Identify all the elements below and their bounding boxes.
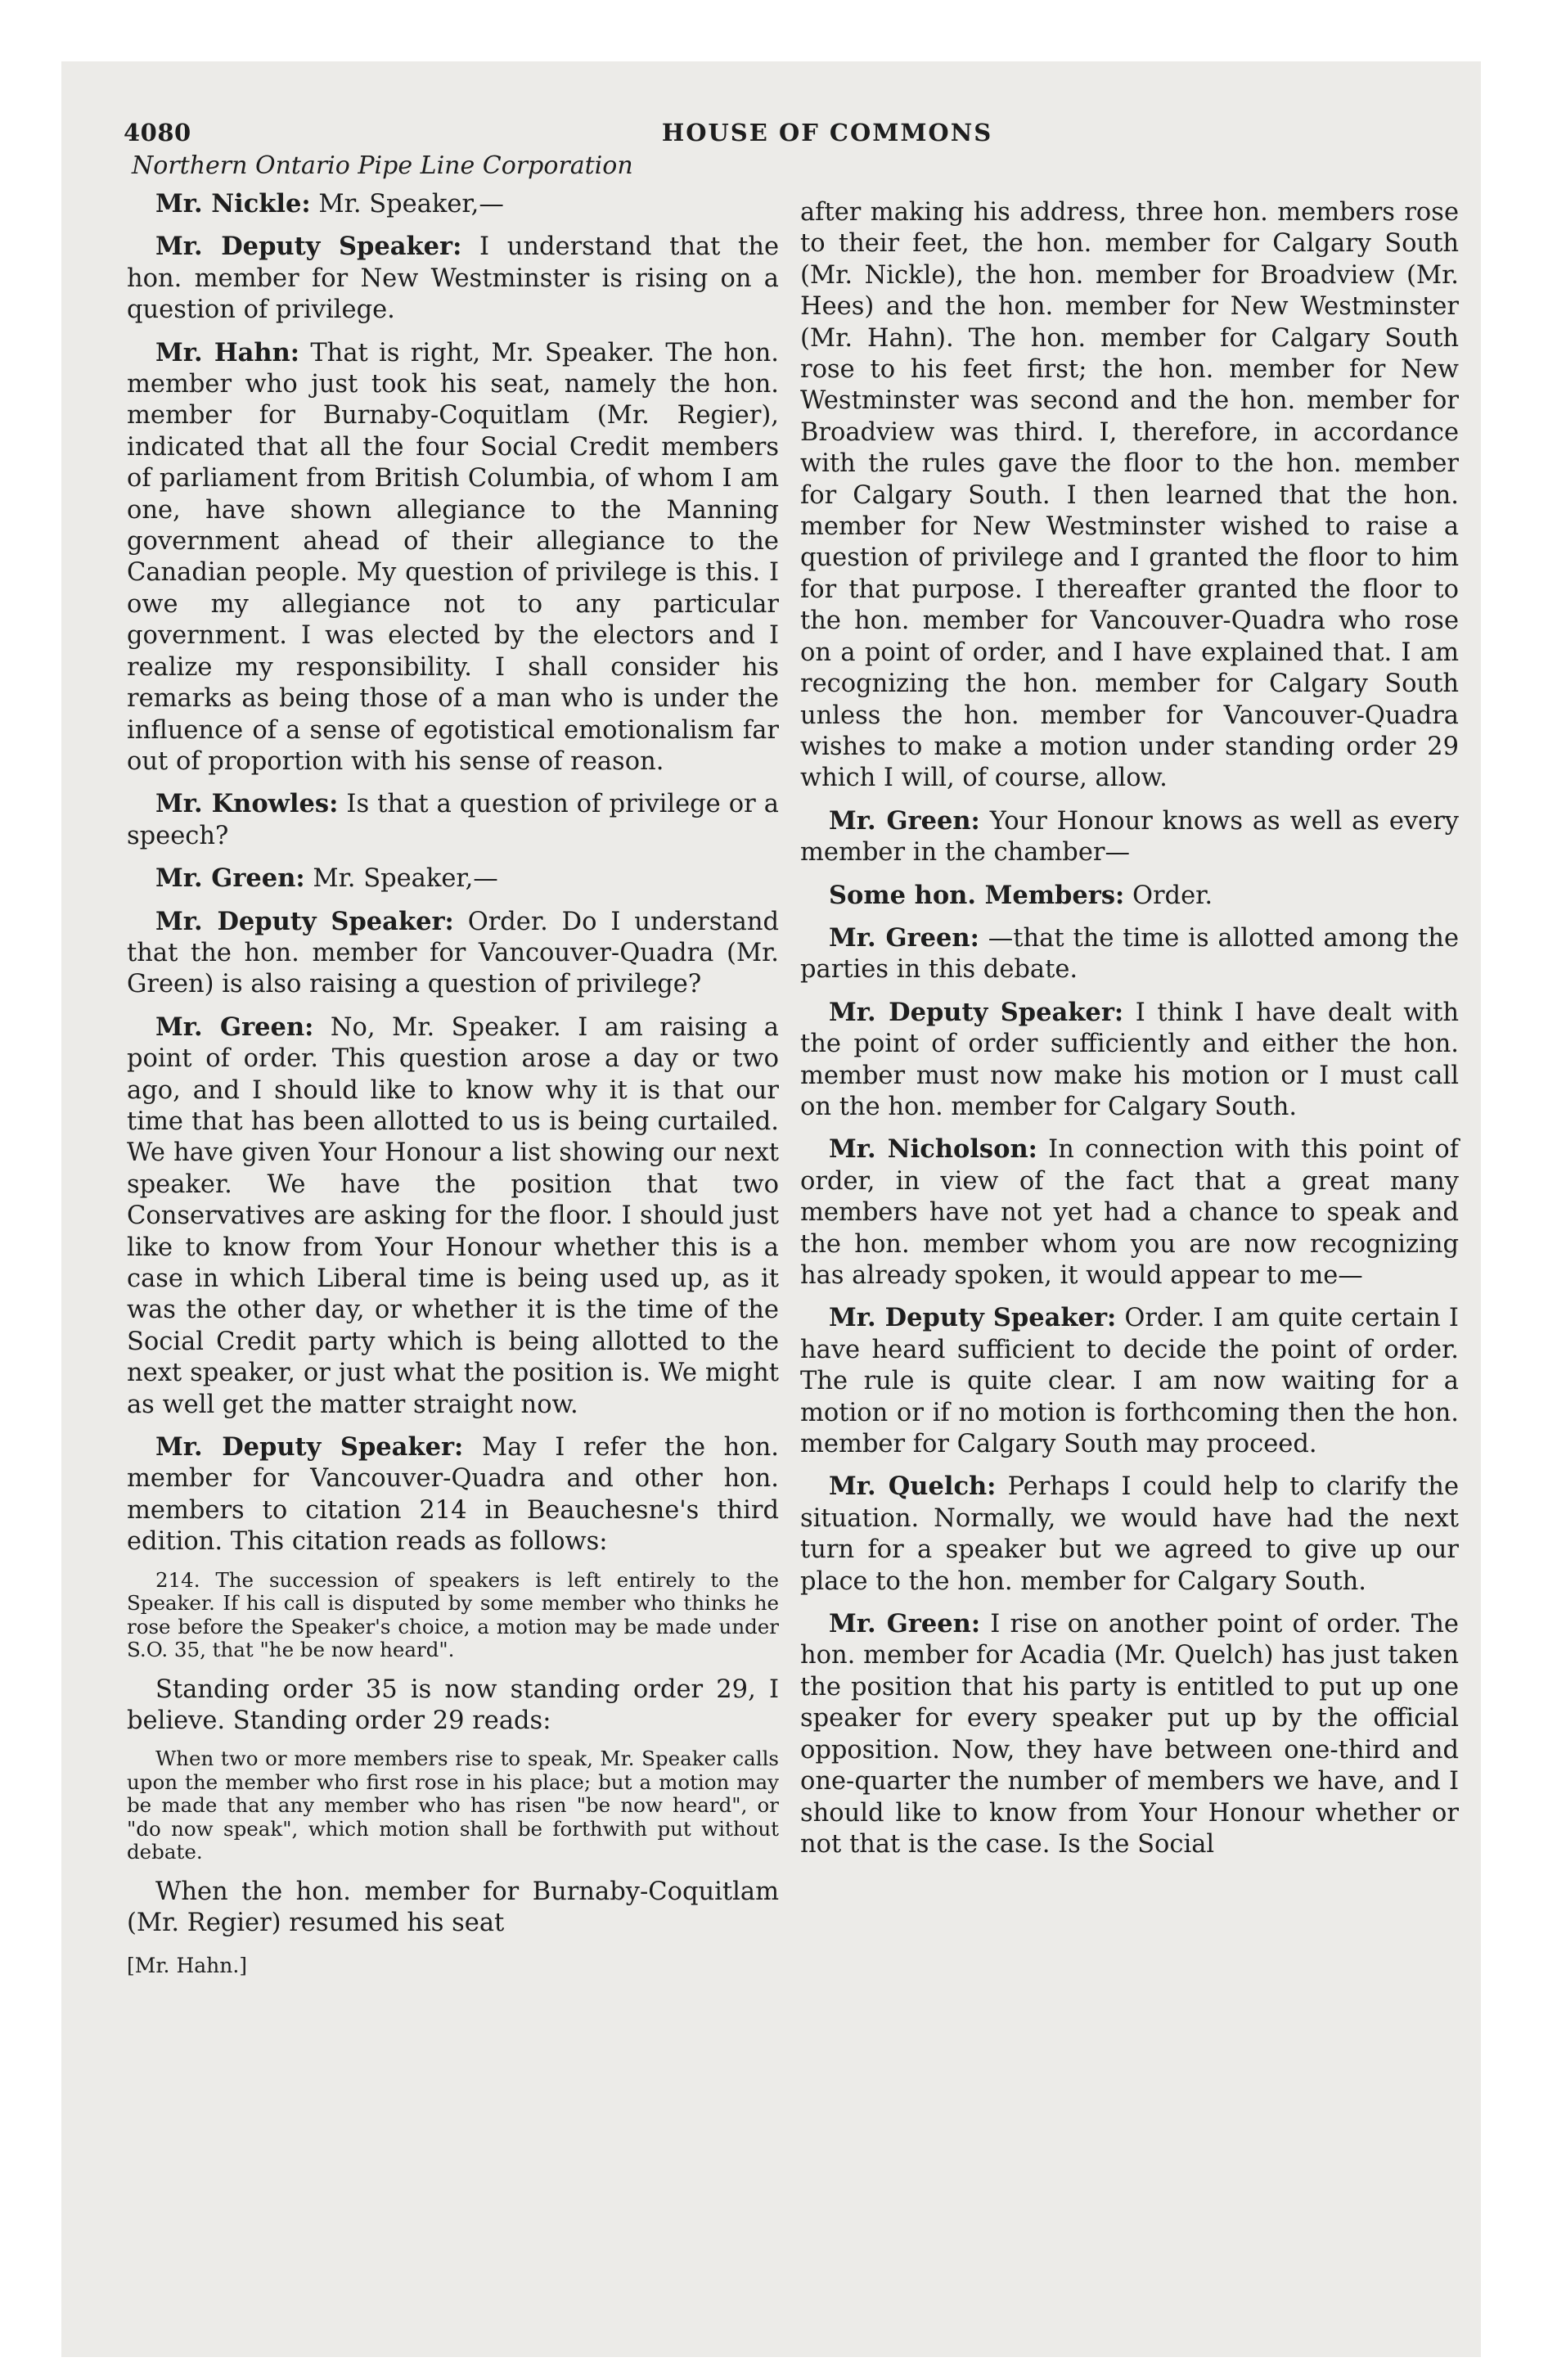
speaker-name: Mr. Knowles: <box>155 789 339 819</box>
speaker-name: Mr. Green: <box>829 922 979 953</box>
speech-paragraph <box>800 1471 1459 1598</box>
paragraph-text: Standing order 35 is now standing order 29, I believe. Standing order 29 reads: <box>127 1675 779 1736</box>
speech-paragraph <box>127 337 779 778</box>
left-column <box>127 151 780 1981</box>
speaker-name: Some hon. Members: <box>829 880 1125 910</box>
speech-paragraph <box>800 805 1459 869</box>
speaker-name: Mr. Hahn: <box>155 337 300 367</box>
speech-paragraph <box>800 997 1459 1124</box>
paragraph-text: Mr. Speaker,— <box>313 864 498 894</box>
speech-paragraph <box>127 188 779 220</box>
section-title: Northern Ontario Pipe Line Corporation <box>132 151 633 180</box>
paragraph-text: No, Mr. Speaker. I am raising a point of order. This question arose a day or two ago, and I should like to know why it is that our time that has been allotted to us is being curtailed. We have given Your Honour a list showing our next speaker. We have the position that two Conservatives are asking for the floor. I should just like to know from Your Honour whether this is a case in which Liberal time is being used up, as it was the other day, or whether it is the time of the Social Credit party which is being allotted to the next speaker, or just what the position is. We might as well get the matter straight now. <box>127 1012 779 1419</box>
paragraph-text: —that the time is allotted among the parties in this debate. <box>800 923 1459 985</box>
speaker-name: Mr. Nickle: <box>155 189 311 219</box>
speech-paragraph <box>800 1608 1459 1860</box>
paragraph-text: May I refer the hon. member for Vancouver-Quadra and other hon. members to citation 214 in Beauchesne's third edition. This citation reads as follows: <box>127 1433 779 1557</box>
paragraph-text: I understand that the hon. member for New Westminster is rising on a question of privilege. <box>127 232 780 325</box>
page-number: 4080 <box>124 119 191 146</box>
paragraph-text: Order. Do I understand that the hon. member for Vancouver-Quadra (Mr. Green) is also raising a question of privilege? <box>127 907 779 999</box>
paragraph <box>127 1877 779 1940</box>
footer-attribution: [Mr. Hahn.] <box>127 1953 248 1977</box>
block-quote: 214. The succession of speakers is left entirely to the Speaker. If his call is disputed by some member who thinks he rose before the Speaker's choice, a motion may be made under S.O. 35, that "he be now heard". <box>127 1567 779 1662</box>
right-column <box>800 197 1459 1871</box>
speech-paragraph <box>800 922 1459 986</box>
paragraph-text: Perhaps I could help to clarify the situation. Normally, we would have had the next turn for a speaker but we agreed to give up our place to the hon. member for Calgary South. <box>800 1472 1459 1596</box>
speaker-name: Mr. Quelch: <box>829 1472 997 1502</box>
speaker-name: Mr. Green: <box>829 1609 981 1639</box>
speaker-name: Mr. Deputy Speaker: <box>829 997 1124 1027</box>
paragraph <box>800 197 1459 795</box>
paragraph-text: Order. I am quite certain I have heard sufficient to decide the point of order. The rule is quite clear. I am now waiting for a motion or if no motion is forthcoming then the hon. member for Calgary South may proceed. <box>800 1304 1459 1459</box>
left-column-body <box>127 188 779 1940</box>
publication-title: HOUSE OF COMMONS <box>661 119 993 146</box>
speech-paragraph <box>127 231 779 326</box>
paragraph-text: I rise on another point of order. The hon. member for Acadia (Mr. Quelch) has just taken the position that his party is entitled to put up one speaker for every speaker put up by the official opposition. Now, they have between one-third and one-quarter the number of members we have, and I should like to know from Your Honour whether or not that is the case. Is the Social <box>800 1610 1459 1859</box>
speech-paragraph <box>127 788 779 852</box>
speaker-name: Mr. Nicholson: <box>829 1134 1037 1165</box>
speaker-name: Mr. Deputy Speaker: <box>829 1303 1117 1333</box>
speaker-name: Mr. Deputy Speaker: <box>155 232 462 262</box>
speech-paragraph <box>800 1302 1459 1460</box>
speech-paragraph <box>127 1431 779 1558</box>
paragraph-text: Order. <box>1132 881 1213 910</box>
paragraph-text: I think I have dealt with the point of order sufficiently and either the hon. member must now make his motion or I must call on the hon. member for Calgary South. <box>800 998 1459 1121</box>
speaker-name: Mr. Deputy Speaker: <box>155 906 454 936</box>
paragraph-text: after making his address, three hon. members rose to their feet, the hon. member for Calgary South (Mr. Nickle), the hon. member for Broadview (Mr. Hees) and the hon. member for New Westminster (Mr. Hahn). The hon. member for Calgary South rose to his feet first; the hon. member for New Westminster was second and the hon. member for Broadview was third. I, therefore, in accordance with the rules gave the floor to the hon. member for Calgary South. I then learned that the hon. member for New Westminster wished to raise a question of privilege and I granted the floor to him for that purpose. I thereafter granted the floor to the hon. member for Vancouver-Quadra who rose on a point of order, and I have explained that. I am recognizing the hon. member for Calgary South unless the hon. member for Vancouver-Quadra wishes to make a motion under standing order 29 which I will, of course, allow. <box>800 198 1459 793</box>
paragraph-text: In connection with this point of order, in view of the fact that a great many members have not yet had a chance to speak and the hon. member whom you are now recognizing has already spoken, it would appear to me— <box>800 1135 1459 1290</box>
paragraph-text: Mr. Speaker,— <box>318 190 504 219</box>
speech-paragraph <box>127 906 779 1001</box>
paragraph <box>127 1675 779 1738</box>
right-column-body <box>800 197 1459 1860</box>
speaker-name: Mr. Green: <box>155 1012 314 1042</box>
speech-paragraph <box>127 863 779 895</box>
speech-paragraph <box>800 1134 1459 1291</box>
paragraph-text: Is that a question of privilege or a speech? <box>127 790 779 850</box>
paragraph-text: When the hon. member for Burnaby-Coquitlam (Mr. Regier) resumed his seat <box>127 1877 779 1938</box>
speaker-name: Mr. Green: <box>155 863 305 894</box>
speech-paragraph <box>127 1012 779 1421</box>
paragraph-text: That is right, Mr. Speaker. The hon. member who just took his seat, namely the hon. member for Burnaby-Coquitlam (Mr. Regier), indicated that all the four Social Credit members of parliament from British Columbia, of whom I am one, have shown allegiance to the Manning government ahead of their allegiance to the Canadian people. My question of privilege is this. I owe my allegiance not to any particular government. I was elected by the electors and I realize my responsibility. I shall consider his remarks as being those of a man who is under the influence of a sense of egotistical emotionalism far out of proportion with his sense of reason. <box>127 338 779 776</box>
speaker-name: Mr. Deputy Speaker: <box>155 1432 464 1463</box>
paragraph-text: Your Honour knows as well as every member in the chamber— <box>800 806 1459 868</box>
speech-paragraph <box>800 880 1459 912</box>
block-quote: When two or more members rise to speak, Mr. Speaker calls upon the member who first rose in his place; but a motion may be made that any member who has risen "be now heard", or "do now speak", which motion shall be forthwith put without debate. <box>127 1747 779 1864</box>
speaker-name: Mr. Green: <box>829 805 980 836</box>
